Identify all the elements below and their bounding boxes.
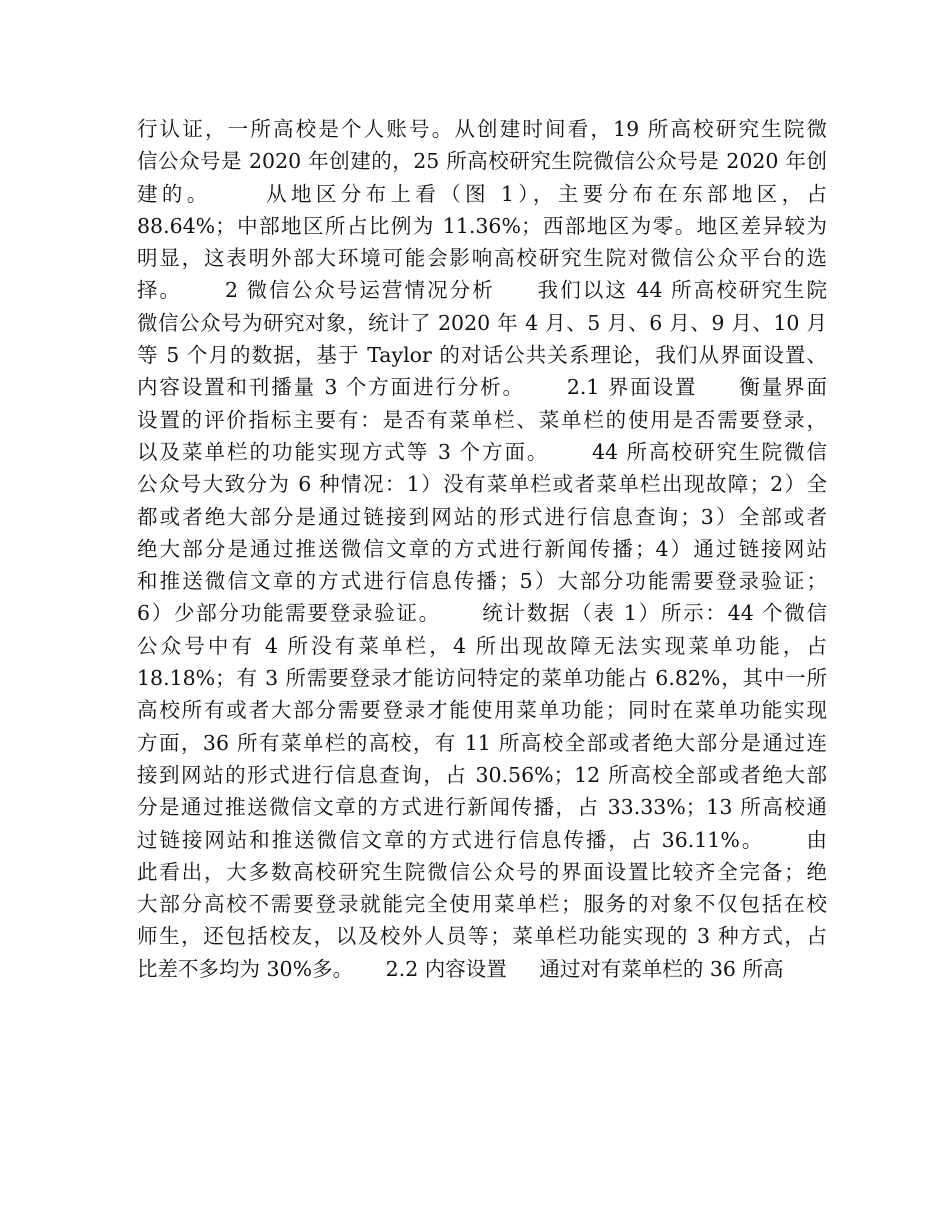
text-line: 都或者绝大部分是通过链接到网站的形式进行信息查询；3）全部或者 — [137, 504, 827, 529]
body-text — [137, 113, 827, 985]
text-line: 内容设置和刊播量 3 个方面进行分析。 2.1 界面设置 衡量界面 — [137, 375, 827, 400]
text-line: 公众号中有 4 所没有菜单栏，4 所出现故障无法实现菜单功能，占 — [137, 633, 827, 658]
text-line: 以及菜单栏的功能实现方式等 3 个方面。 44 所高校研究生院微信 — [137, 439, 827, 464]
text-line: 6）少部分功能需要登录验证。 统计数据（表 1）所示：44 个微信 — [137, 601, 827, 626]
text-line: 行认证，一所高校是个人账号。从创建时间看，19 所高校研究生院微 — [137, 117, 827, 141]
text-line: 择。 2 微信公众号运营情况分析 我们以这 44 所高校研究生院 — [137, 278, 827, 303]
text-line: 高校所有或者大部分需要登录才能使用菜单功能；同时在菜单功能实现 — [137, 698, 827, 723]
text-line: 88.64%；中部地区所占比例为 11.36%；西部地区为零。地区差异较为 — [137, 213, 827, 238]
text-line: 明显，这表明外部大环境可能会影响高校研究生院对微信公众平台的选 — [137, 246, 827, 271]
text-line: 过链接网站和推送微信文章的方式进行信息传播，占 36.11%。 由 — [137, 827, 827, 852]
text-line: 和推送微信文章的方式进行信息传播；5）大部分功能需要登录验证； — [137, 569, 827, 594]
text-line: 师生，还包括校友，以及校外人员等；菜单栏功能实现的 3 种方式，占 — [137, 924, 827, 949]
text-line: 公众号大致分为 6 种情况：1）没有菜单栏或者菜单栏出现故障；2）全 — [137, 472, 827, 497]
text-line: 18.18%；有 3 所需要登录才能访问特定的菜单功能占 6.82%，其中一所 — [137, 666, 827, 691]
text-line: 方面，36 所有菜单栏的高校，有 11 所高校全部或者绝大部分是通过连 — [137, 730, 827, 755]
text-line: 接到网站的形式进行信息查询，占 30.56%；12 所高校全部或者绝大部 — [137, 762, 827, 787]
text-line: 大部分高校不需要登录就能完全使用菜单栏；服务的对象不仅包括在校 — [137, 892, 827, 917]
text-line: 此看出，大多数高校研究生院微信公众号的界面设置比较齐全完备；绝 — [137, 859, 827, 884]
text-line: 信公众号是 2020 年创建的，25 所高校研究生院微信公众号是 2020 年创 — [137, 149, 827, 174]
text-line: 绝大部分是通过推送微信文章的方式进行新闻传播；4）通过链接网站 — [137, 536, 827, 561]
text-line: 比差不多均为 30%多。 2.2 内容设置 通过对有菜单栏的 36 所高 — [137, 956, 784, 981]
text-line: 设置的评价指标主要有：是否有菜单栏、菜单栏的使用是否需要登录， — [137, 407, 827, 432]
text-line: 建的。 从地区分布上看（图 1），主要分布在东部地区，占 — [137, 181, 827, 206]
text-line: 分是通过推送微信文章的方式进行新闻传播，占 33.33%；13 所高校通 — [137, 795, 827, 820]
text-line: 微信公众号为研究对象，统计了 2020 年 4 月、5 月、6 月、9 月、10 月 — [137, 310, 827, 335]
text-line: 等 5 个月的数据，基于 Taylor 的对话公共关系理论，我们从界面设置、 — [137, 343, 827, 368]
